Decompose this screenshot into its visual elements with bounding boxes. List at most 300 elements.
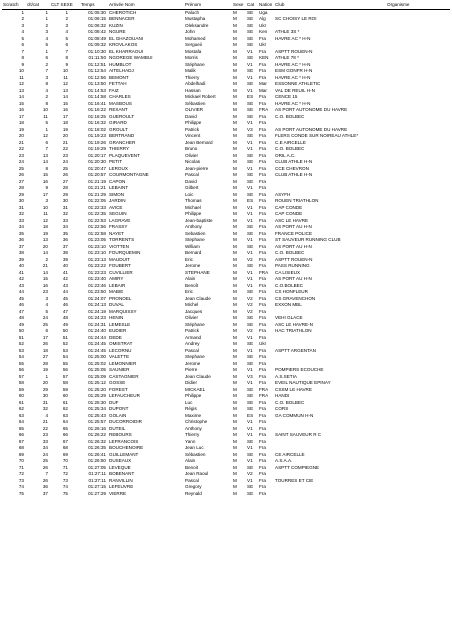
cell-temps: 01:10:30	[88, 48, 106, 54]
cell-sexe: M	[233, 146, 237, 152]
cell-cat: V1	[247, 48, 253, 54]
cell-nom: VALETTE	[109, 354, 130, 360]
cell-clt-sexe: 19	[62, 126, 68, 132]
column-header-sexe: Sexe	[232, 2, 246, 9]
cell-temps: 01:27:11	[88, 477, 106, 483]
cell-temps: 01:14:58	[88, 94, 106, 100]
cell-sexe: M	[233, 419, 237, 425]
cell-nation: Fra	[259, 120, 266, 126]
cell-clt-cat: 15	[42, 172, 48, 178]
cell-nom: FRASSY	[109, 224, 128, 230]
cell-cat: V1	[247, 334, 253, 340]
cell-prenom: Régis	[185, 406, 197, 412]
cell-cat: V1	[247, 347, 253, 353]
cell-prenom: Abdelhadi	[185, 81, 206, 87]
cell-sexe: M	[233, 282, 237, 288]
cell-nation: Fra	[259, 295, 266, 301]
cell-sexe: M	[233, 373, 237, 379]
cell-sexe: M	[233, 113, 237, 119]
cell-nation: Fra	[259, 178, 266, 184]
cell-prenom: Benoît	[185, 282, 199, 288]
cell-club: AS PORT AUTONOME DU HAVRE	[275, 107, 348, 113]
cell-sexe: M	[233, 315, 237, 321]
cell-nom: FAIZ	[109, 87, 119, 93]
cell-cat: SE	[247, 224, 254, 230]
cell-scratch: 49	[18, 321, 24, 327]
cell-clt-sexe: 21	[62, 139, 68, 145]
cell-scratch: 69	[18, 451, 24, 457]
cell-cat: ES	[247, 412, 254, 418]
cell-temps: 01:13:50	[88, 81, 106, 87]
cell-scratch: 66	[18, 432, 24, 438]
cell-nom: REXANT	[109, 107, 128, 113]
cell-scratch: 43	[18, 282, 24, 288]
cell-club: EXXON MBL	[275, 302, 302, 308]
cell-club: HANDI	[275, 393, 290, 399]
cell-sexe: M	[233, 347, 237, 353]
cell-clt-cat: 17	[42, 191, 48, 197]
cell-temps: 01:27:29	[88, 490, 106, 496]
cell-nom: MARQUISSY	[109, 308, 137, 314]
cell-cat: V1	[247, 425, 253, 431]
cell-nom: HENIN	[109, 315, 124, 321]
cell-club: ATHLE 78 *	[275, 55, 299, 61]
cell-prenom: Stephane	[185, 354, 205, 360]
cell-prenom: Reynald	[185, 490, 202, 496]
cell-prenom: Pascal	[185, 172, 199, 178]
cell-prenom: Philippe	[185, 211, 202, 217]
cell-temps: 01:23:13	[88, 256, 106, 262]
cell-sexe: M	[233, 250, 237, 256]
cell-sexe: M	[233, 399, 237, 405]
cell-nom: GUILLEMANT	[109, 451, 139, 457]
cell-prenom: Stephane	[185, 237, 205, 243]
cell-prenom: Pascal	[185, 347, 199, 353]
cell-clt-cat: 4	[45, 87, 48, 93]
cell-prenom: William	[185, 243, 200, 249]
cell-nom: CHARLES	[109, 94, 131, 100]
cell-clt-cat: 5	[45, 42, 48, 48]
cell-cat: V3	[247, 373, 253, 379]
cell-clt-cat: 12	[42, 217, 48, 223]
cell-nation: Fra	[259, 35, 266, 41]
cell-clt-sexe: 63	[62, 412, 68, 418]
cell-club: EVEIL NAUTIQUE EPINAY	[275, 380, 331, 386]
cell-nation: Ken	[259, 29, 268, 35]
cell-prenom: Patrick	[185, 126, 200, 132]
cell-club: PASS RUNNING	[275, 263, 310, 269]
cell-blank	[70, 491, 80, 498]
cell-sexe: M	[233, 9, 237, 15]
cell-sexe: M	[233, 412, 237, 418]
cell-clt-cat: 6	[45, 139, 48, 145]
cell-prenom: David	[185, 113, 197, 119]
column-header-clt-cat: clt/cat	[26, 2, 50, 9]
cell-club	[274, 491, 386, 498]
cell-nom: BENNACER	[109, 16, 135, 22]
cell-temps: 01:26:41	[88, 451, 106, 457]
cell-clt-cat: 36	[42, 484, 48, 490]
cell-sexe: M	[233, 211, 237, 217]
cell-clt-sexe: 12	[62, 81, 68, 87]
cell-club: AS PORT AUTONOME DU HAVRE	[275, 126, 348, 132]
cell-temps: 01:12:51	[88, 61, 106, 67]
cell-prenom: John	[185, 29, 195, 35]
cell-scratch: 9	[21, 61, 24, 67]
cell-temps: 01:24:45	[88, 347, 106, 353]
cell-scratch: 62	[18, 406, 24, 412]
cell-scratch: 6	[21, 42, 24, 48]
cell-cat: V1	[247, 445, 253, 451]
cell-scratch: 71	[18, 464, 24, 470]
cell-nom: TORRENTS	[109, 237, 135, 243]
cell-temps: 01:16:25	[88, 113, 106, 119]
cell-club: HAVRE AC * H-N	[275, 61, 311, 67]
cell-clt-cat: 2	[45, 94, 48, 100]
column-header-nation: Nation	[259, 2, 273, 8]
cell-clt-sexe: 46	[62, 302, 68, 308]
cell-cat: V1	[247, 146, 253, 152]
cell-nation: Fra	[259, 490, 266, 496]
cell-scratch: 54	[18, 354, 24, 360]
cell-nom: DUPONT	[109, 406, 129, 412]
cell-nom: DEDE	[109, 334, 122, 340]
cell-nation: Fra	[259, 237, 266, 243]
cell-cat: SE	[247, 490, 254, 496]
cell-club: CSSM LE HAVRE	[275, 386, 312, 392]
cell-clt-cat: 4	[45, 35, 48, 41]
cell-clt-cat: 11	[43, 113, 48, 119]
cell-club: ST SAUVEUR RUNNING CLUB	[275, 237, 341, 243]
cell-clt-sexe: 72	[62, 471, 68, 477]
cell-prenom: Jerome	[185, 360, 201, 366]
cell-nom: LEVEQUE	[109, 464, 131, 470]
cell-nation: Fra	[259, 289, 266, 295]
cell-scratch: 52	[18, 341, 24, 347]
cell-nom: SEGUIN	[109, 211, 127, 217]
cell-temps: 01:21:19	[88, 178, 106, 184]
cell-clt-sexe: 39	[62, 256, 68, 262]
cell-nom: LEMONNIER	[109, 360, 137, 366]
cell-clt-sexe: 53	[62, 347, 68, 353]
cell-nom: SIMON	[109, 191, 125, 197]
cell-nation: Fra	[259, 230, 266, 236]
cell-clt-sexe: 3	[65, 22, 68, 28]
cell-prenom: Pierre	[185, 367, 198, 373]
cell-club: C.O. BOLBEC	[275, 146, 305, 152]
cell-clt-cat: 5	[45, 308, 48, 314]
cell-club: HAC TRIATHLON	[275, 328, 312, 334]
cell-clt-sexe: 48	[62, 315, 68, 321]
cell-scratch: 48	[18, 315, 24, 321]
cell-nation: Fra	[259, 113, 266, 119]
cell-temps: 01:27:15	[88, 484, 106, 490]
cell-scratch: 59	[18, 386, 24, 392]
cell-temps: 01:25:30	[88, 399, 106, 405]
cell-prenom: Luc	[185, 399, 193, 405]
cell-prenom: Philippe	[185, 120, 202, 126]
cell-clt-sexe: 57	[62, 373, 68, 379]
cell-club: CAP CONDE	[275, 211, 303, 217]
cell-nation: FRA	[259, 386, 269, 392]
cell-clt-cat: 2	[45, 256, 48, 262]
cell-nom: FETTAH	[109, 81, 127, 87]
cell-cat: V2	[247, 328, 253, 334]
cell-clt-sexe: 33	[62, 217, 68, 223]
cell-prenom: Loic	[185, 191, 194, 197]
cell-club: ESM GONFR H-N	[275, 68, 313, 74]
cell-sexe: M	[233, 159, 237, 165]
cell-temps: 01:23:46	[88, 282, 106, 288]
cell-blank	[70, 9, 80, 16]
cell-clt-cat: 25	[42, 458, 48, 464]
cell-cat: V2	[247, 302, 253, 308]
cell-sexe: M	[233, 354, 237, 360]
cell-temps: 01:25:20	[88, 386, 106, 392]
cell-club: CE AIRCELLE	[275, 451, 305, 457]
cell-nation: Fra	[259, 204, 266, 210]
cell-temps: 01:26:35	[88, 445, 106, 451]
cell-nation: Fra	[259, 61, 266, 67]
cell-clt-cat: 8	[45, 100, 48, 106]
column-header-temps: Temps	[80, 2, 108, 9]
cell-sexe: M	[233, 237, 237, 243]
cell-nation: Fra	[259, 432, 266, 438]
cell-cat: SE	[247, 438, 254, 444]
cell-prenom: Andrey	[185, 341, 200, 347]
table-row	[2, 491, 450, 498]
cell-sexe: M	[233, 191, 237, 197]
cell-prenom: David	[185, 178, 197, 184]
cell-club: ORIL A.C.	[275, 152, 296, 158]
cell-clt-cat: 4	[45, 412, 48, 418]
column-header-club: Club	[274, 2, 386, 9]
cell-cat: SE	[247, 451, 254, 457]
cell-prenom: Bernard	[185, 250, 202, 256]
cell-clt-sexe: 69	[62, 451, 68, 457]
cell-clt-sexe: 38	[62, 250, 68, 256]
cell-temps: 01:09:32	[88, 42, 106, 48]
column-header-cat: Cat	[246, 2, 258, 9]
cell-club: VEHI GLACE	[275, 315, 303, 321]
cell-clt-cat: 6	[45, 55, 48, 61]
cell-nation: Fra	[259, 165, 266, 171]
cell-cat: SE	[247, 133, 254, 139]
cell-temps: 01:24:13	[88, 302, 106, 308]
cell-nom: BEMONT	[109, 74, 129, 80]
cell-temps: 01:25:57	[88, 419, 106, 425]
cell-cat: SE	[247, 29, 254, 35]
cell-cat: V1	[247, 419, 253, 425]
cell-scratch: 37	[18, 243, 24, 249]
cell-sexe: M	[233, 289, 237, 295]
cell-clt-cat: 19	[42, 367, 48, 373]
results-table	[2, 2, 450, 497]
cell-temps: 01:25:05	[88, 367, 106, 373]
cell-clt-cat: 24	[42, 451, 48, 457]
cell-clt-sexe: 71	[62, 464, 68, 470]
cell-clt-sexe: 34	[62, 224, 68, 230]
cell-clt-cat: 3	[45, 29, 48, 35]
cell-cat: V1	[247, 165, 253, 171]
cell-scratch: 41	[18, 269, 24, 275]
cell-nation: Ukr	[259, 42, 267, 48]
cell-prenom: Jerome	[185, 263, 201, 269]
cell-temps: 01:08:42	[88, 29, 106, 35]
cell-temps: 01:24:44	[88, 334, 106, 340]
cell-clt-sexe: 60	[62, 393, 68, 399]
cell-club: C.O.BOLBEC	[275, 282, 304, 288]
cell-temps: 01:26:22	[88, 432, 106, 438]
cell-prenom: Jean Bernard	[185, 139, 213, 145]
cell-nation: Fra	[259, 68, 266, 74]
cell-scratch: 72	[18, 471, 24, 477]
cell-scratch: 23	[18, 152, 24, 158]
cell-temps: 01:12:56	[88, 74, 106, 80]
cell-nation: Fra	[259, 159, 266, 165]
cell-temps: 01:14:53	[88, 87, 106, 93]
cell-nom: MASBOUS	[109, 100, 132, 106]
cell-nation: Fra	[259, 380, 266, 386]
cell-prenom: Yann	[185, 438, 196, 444]
cell-nation: Fra	[259, 191, 266, 197]
cell-nation: Fra	[259, 367, 266, 373]
cell-prenom: Didier	[185, 380, 197, 386]
cell-scratch: 4	[21, 29, 24, 35]
cell-prenom: Hassan	[185, 87, 201, 93]
cell-clt-sexe: 47	[62, 308, 68, 314]
cell-scratch: 55	[18, 360, 24, 366]
cell-cat: SE	[247, 263, 254, 269]
cell-club: AS PORT AU H-N	[275, 276, 312, 282]
cell-prenom: Michael	[185, 204, 201, 210]
cell-temps: 01:21:29	[88, 191, 106, 197]
cell-prenom: Olivier	[185, 315, 199, 321]
cell-cat: SE	[247, 484, 254, 490]
cell-clt-cat: 1	[45, 48, 48, 54]
cell-nom: BOUCHENOIRE	[109, 445, 144, 451]
cell-clt-sexe: 68	[62, 445, 68, 451]
cell-nom: HUMBLOT	[109, 61, 132, 67]
cell-clt-sexe: 29	[62, 191, 68, 197]
cell-club: POMPIERS ECOUCHE	[275, 367, 324, 373]
cell-cat: V1	[247, 458, 253, 464]
cell-sexe: M	[233, 22, 237, 28]
cell-scratch: 12	[18, 81, 24, 87]
cell-scratch: 2	[21, 16, 24, 22]
cell-clt-sexe: 32	[62, 211, 68, 217]
cell-club: VAL DE REUIL H-N	[275, 87, 315, 93]
cell-scratch: 44	[18, 289, 24, 295]
cell-prenom: Anthony	[185, 224, 202, 230]
table-row	[2, 9, 450, 16]
cell-temps: 01:24:23	[88, 315, 106, 321]
cell-cat: SE	[247, 107, 254, 113]
cell-clt-sexe: 5	[65, 35, 68, 41]
cell-sexe: M	[233, 341, 237, 347]
cell-clt-sexe: 8	[65, 55, 68, 61]
cell-temps: 01:25:43	[88, 412, 106, 418]
cell-sexe: M	[233, 61, 237, 67]
cell-club: ASC LE HAVRE	[275, 217, 309, 223]
cell-prenom: Michel	[185, 302, 199, 308]
cell-scratch: 60	[18, 393, 24, 399]
cell-prenom: Jean-baptiste	[185, 217, 213, 223]
cell-temps: 01:22:58	[88, 230, 106, 236]
cell-prenom: Benoit	[185, 464, 199, 470]
cell-clt-cat: 8	[45, 165, 48, 171]
cell-nom: EUDIER	[109, 328, 127, 334]
cell-scratch: 27	[18, 178, 24, 184]
cell-cat: SE	[247, 16, 254, 22]
cell-sexe: M	[233, 445, 237, 451]
cell-temps: 01:05:30	[88, 9, 106, 15]
cell-sexe: M	[233, 458, 237, 464]
cell-nom: GOLAIN	[109, 412, 127, 418]
cell-sexe: M	[233, 230, 237, 236]
cell-sexe: M	[233, 477, 237, 483]
cell-club: ATHLE 3S *	[275, 29, 300, 35]
cell-clt-cat: 20	[42, 243, 48, 249]
cell-temps: 01:23:50	[88, 289, 106, 295]
cell-clt-cat: 6	[45, 328, 48, 334]
cell-sexe: M	[233, 68, 237, 74]
cell-clt-sexe: 37	[62, 243, 68, 249]
cell-prenom: Jean-pierre	[185, 165, 209, 171]
cell-cat: V1	[247, 282, 253, 288]
cell-club: CA LISIEUX	[275, 269, 301, 275]
cell-scratch: 21	[18, 139, 24, 145]
cell-scratch: 45	[18, 295, 24, 301]
cell-club: SAINT SAUVEUR R C	[275, 432, 322, 438]
cell-club: ASYFH	[275, 191, 291, 197]
cell-clt-cat: 21	[42, 419, 48, 425]
cell-temps: 01:22:56	[88, 224, 106, 230]
cell-clt-sexe: 28	[62, 185, 68, 191]
cell-clt-sexe: 74	[62, 484, 68, 490]
cell-nom: LEFEUVRE	[109, 484, 134, 490]
cell-scratch: 18	[18, 120, 24, 126]
cell-scratch: 64	[18, 419, 24, 425]
cell-cat: V1	[247, 211, 253, 217]
cell-cat: V1	[247, 250, 253, 256]
cell-nation: FRA	[259, 269, 269, 275]
cell-prenom: Eric	[185, 289, 193, 295]
cell-temps: 01:25:29	[88, 393, 106, 399]
cell-club: HAVRE AC * H-N	[275, 100, 311, 106]
cell-nation: Fra	[259, 133, 266, 139]
cell-scratch: 3	[21, 22, 24, 28]
cell-temps: 01:25:02	[88, 360, 106, 366]
cell-clt-cat: 2	[45, 61, 48, 67]
cell-clt-sexe: 56	[62, 367, 68, 373]
cell-clt-sexe: 1	[65, 9, 68, 15]
cell-clt-cat: 37	[42, 490, 48, 496]
cell-nation: Fra	[259, 302, 266, 308]
cell-clt-sexe: 11	[63, 74, 68, 80]
cell-sexe: M	[233, 367, 237, 373]
cell-clt-cat: 1	[45, 9, 48, 15]
cell-nom: GOSSE	[109, 380, 126, 386]
cell-scratch: 20	[18, 133, 24, 139]
cell-cat: V1	[247, 74, 253, 80]
cell-sexe: M	[233, 81, 237, 87]
cell-scratch: 67	[18, 438, 24, 444]
cell-prenom: Sebastien	[185, 230, 206, 236]
cell-scratch: 13	[18, 87, 24, 93]
cell-nation: Fra	[259, 354, 266, 360]
cell-clt-sexe: 24	[62, 159, 68, 165]
